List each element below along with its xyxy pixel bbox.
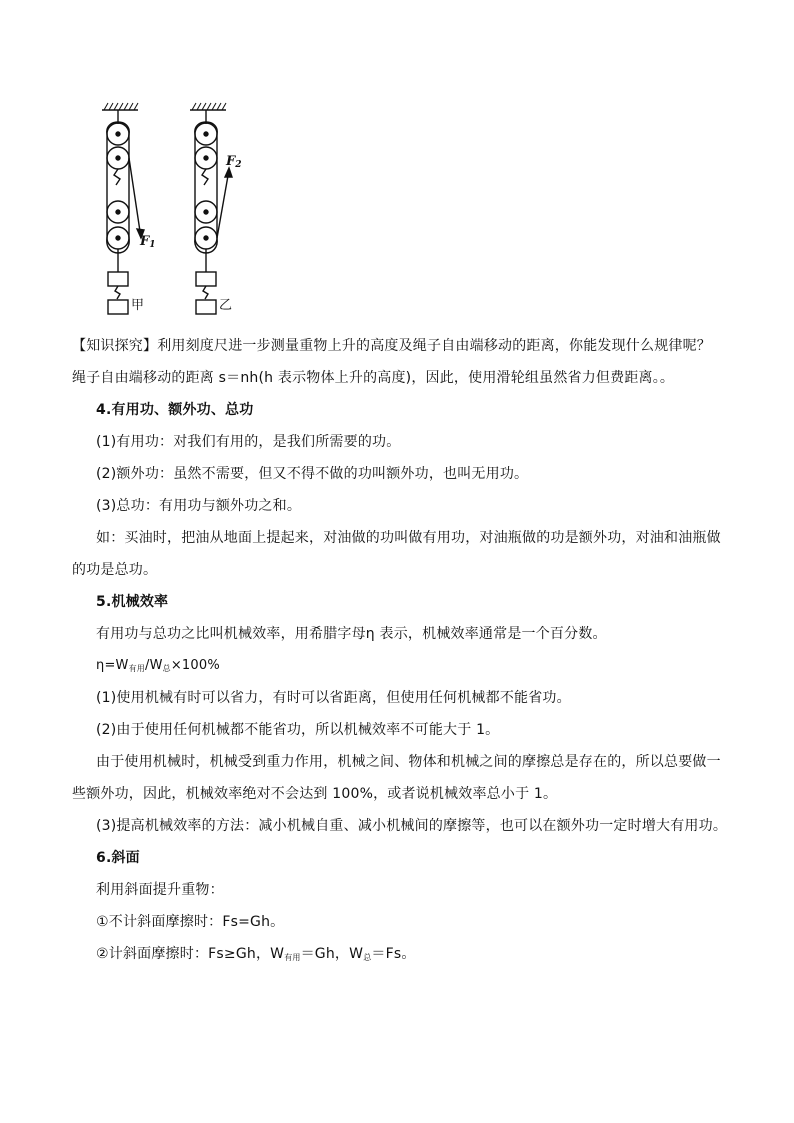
friction-line-2: 些额外功，因此，机械效率绝对不会达到 100%，或者说机械效率总小于 1。: [72, 786, 558, 802]
label-jia: 甲: [131, 298, 145, 313]
example-line-1: 如：买油时，把油从地面上提起来，对油做的功叫做有用功，对油瓶做的功是额外功，对油和油瓶做: [96, 530, 721, 546]
force-label-f1: $F_1$: [140, 234, 156, 250]
machine-note-2: (2)由于使用任何机械都不能省功，所以机械效率不可能大于 1。: [96, 722, 500, 738]
incline-friction-line: ②计斜面摩擦时：Fs≥Gh，$W_{有用}=Gh$，$W_总=Fs$。: [96, 946, 416, 962]
pulley-system-drawing: [96, 98, 256, 320]
friction-line-1: 由于使用机械时，机械受到重力作用，机械之间、物体和机械之间的摩擦总是存在的，所以总要做一: [96, 754, 721, 770]
total-work-line: (3)总功：有用功与额外功之和。: [96, 498, 302, 514]
efficiency-definition-line: 有用功与总功之比叫机械效率，用希腊字母η 表示，机械效率通常是一个百分数。: [96, 626, 607, 642]
useful-work-line: (1)有用功：对我们有用的，是我们所需要的功。: [96, 434, 401, 450]
section-heading-4: 4.有用功、额外功、总功: [96, 402, 254, 418]
machine-note-1: (1)使用机械有时可以省力，有时可以省距离，但使用任何机械都不能省功。: [96, 690, 571, 706]
example-line-2: 的功是总功。: [72, 562, 158, 578]
efficiency-formula: $\eta=W_{有用}/W_总\times 100\%$: [96, 658, 220, 673]
extra-work-line: (2)额外功：虽然不需要，但又不得不做的功叫额外功，也叫无用功。: [96, 466, 529, 482]
section-heading-6: 6.斜面: [96, 850, 140, 866]
label-yi: 乙: [219, 298, 233, 313]
force-label-f2: $F_2$: [226, 154, 242, 170]
section-heading-5: 5.机械效率: [96, 594, 169, 610]
incline-intro-line: 利用斜面提升重物：: [96, 882, 224, 898]
knowledge-exploration-line: 【知识探究】利用刻度尺进一步测量重物上升的高度及绳子自由端移动的距离，你能发现什么规律呢？: [72, 338, 711, 354]
pulley-diagram: [96, 98, 256, 320]
incline-no-friction-line: ①不计斜面摩擦时：Fs=Gh。: [96, 914, 285, 930]
rope-distance-line: 绳子自由端移动的距离 s＝nh(h 表示物体上升的高度)，因此，使用滑轮组虽然省力但费距离。。: [72, 370, 675, 386]
improve-efficiency-line: (3)提高机械效率的方法：减小机械自重、减小机械间的摩擦等，也可以在额外功一定时增大有用功。: [96, 818, 728, 834]
